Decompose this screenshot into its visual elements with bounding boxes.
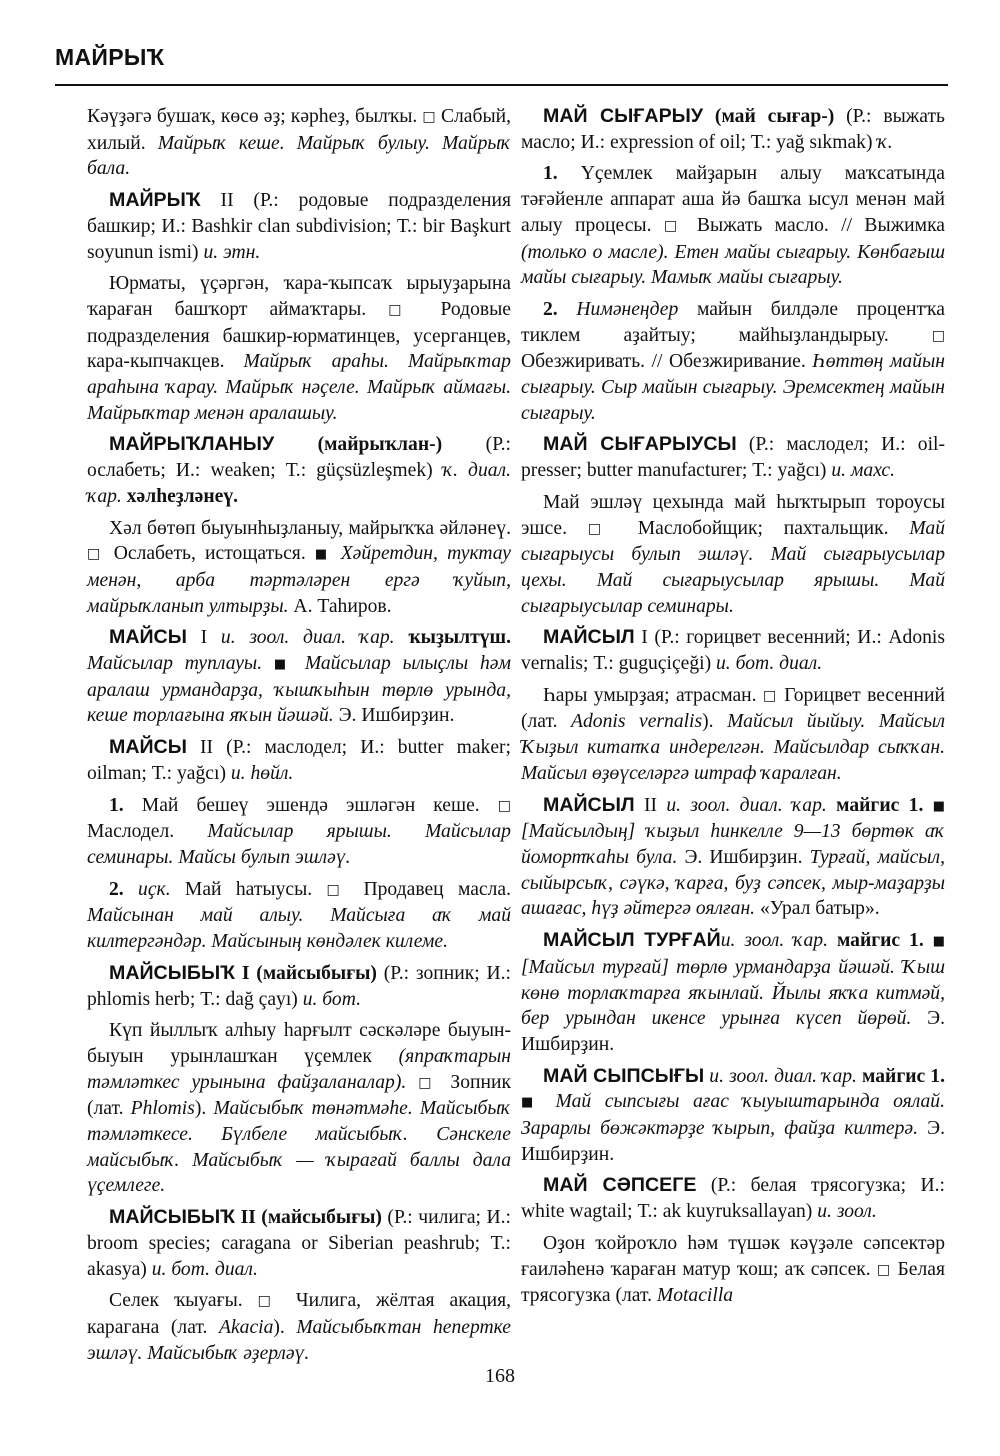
entry-maysy-2: МАЙСЫ II (Р.: маслодел; И.: butter maker; oilman; Т.: yağcı) и. һөйл. [87,736,511,784]
entry-maysyl-2: МАЙСЫЛ II и. зоол. диал. ҡар. майгис 1. ■ [Майсылдың] ҡыҙыл һинкелле 9—13 бөртөк аҡ йомортҡаһы була. Э. Ишбирҙин. Турғай, майсыл, сыйырсыҡ, сәүкә, ҡарға, буҙ сәпсек, мыр-маҙарҙы ашағас, һүҙ әйтергә оялған. «Урал батыр». [521,793,945,920]
box-marker: □ [326,881,350,898]
entry-mayryk-2: МАЙРЫҠ II (Р.: родовые подразделения башкир; И.: Bashkir clan subdivision; Т.: bir Başkurt soyunun ismi) и. этн. [87,189,511,263]
headword: МАЙСЫБЫҠ [109,961,236,984]
definition-text: Селек ҡыуағы. □ Чилига, жёлтая акация, карагана (лат. Akacia). Майсыбыҡтан һепертке эшләү. Майсыбыҡ әҙерләү. [87,1290,512,1364]
headword: МАЙСЫ [109,736,187,759]
headword: МАЙРЫҠЛАНЫУ [109,433,275,456]
entry-maysybyk-1: МАЙСЫБЫҠ I (майсыбығы) (Р.: зопник; И.: phlomis herb; Т.: dağ çayı) и. бот. [87,961,511,1010]
entry-may-sygaryusy: МАЙ СЫҒАРЫУСЫ (Р.: маслодел; И.: oil-presser; butter manufacturer; Т.: yağcı) и. махс. [521,433,945,482]
definition-text: Күп йыллыҡ алһыу һарғылт сәскәләре быуын-быуын урынлашҡан үҫемлек (япраҡтарын тәмләткес урынына файҙаланалар). □ Зопник (лат. Phlomis). Майсыбыҡ төнәтмәһе. Майсыбыҡ тәмләткесе. Бүлбеле майсыбыҡ. Сәнскеле майсыбыҡ. Майсыбыҡ — ҡырағай баллы дала үҫемлеге. [87,1020,511,1197]
entry-maysyl-turgay: МАЙСЫЛ ТУРҒАЙи. зоол. ҡар. майгис 1. ■ [Майсыл турғай] төрлө урмандарҙа йәшәй. Ҡыш көнө торлаҡтарға яҡынлай. Йылы яҡҡа китмәй, бер урындан икенсе урынға күсеп йөрөй. Э. Ишбирҙин. [521,929,946,1055]
box-marker: □ [87,546,105,563]
definition-text: Һары умырҙая; атрасман. □ Горицвет весенний (лат. Adonis vernalis). Майсыл йыйыу. Майсыл Ҡыҙыл китапҡа индерелгән. Майсылдар сыҡҡан. Майсыл өҙөүселәргә штраф ҡаралған. [521,684,945,784]
box-marker: □ [422,109,436,125]
entry-maysyl-1: МАЙСЫЛ I (Р.: горицвет весенний; И.: Adonis vernalis; Т.: guguçiçeği) и. бот. диал. [521,626,945,675]
entry-may-sygaryu: МАЙ СЫҒАРЫУ (май сығар-) (Р.: выжать масло; И.: expression of oil; Т.: yağ sıkmak) ҡ. [521,105,945,153]
headword: МАЙ СЫҒАРЫУ [543,105,704,127]
square-marker: ■ [521,1095,542,1111]
headword: МАЙ СӘПСЕГЕ [543,1174,697,1197]
headword: МАЙСЫ [109,626,187,649]
entry-may-sypsygy: МАЙ СЫПСЫҒЫ и. зоол. диал. ҡар. майгис 1. ■ Май сыпсығы ағас ҡыуыштарында оялай. Зарарлы бөжәктәрҙе ҡырып, файҙа килтерә. Э. Ишбирҙин. [521,1064,946,1165]
running-head: МАЙРЫҠ [55,44,165,70]
headword: МАЙ СЫҒАРЫУСЫ [543,433,737,456]
square-marker: ■ [932,934,945,950]
headword: МАЙСЫЛ ТУРҒАЙ [543,929,721,952]
entry-maysybyk-2: МАЙСЫБЫҠ II (майсыбығы) (Р.: чилига; И.: broom species; caragana or Siberian peashrub; Т.: akasya) и. бот. диал. [87,1206,511,1280]
box-marker: □ [931,327,945,344]
entry-continuation: Кәүҙәгә бушаҡ, көсө әҙ; кәрһеҙ, былҡы. □ Слабый, хилый. Майрыҡ кеше. Майрыҡ булыу. Майрыҡ бала. [87,106,512,180]
box-marker: □ [876,1261,892,1278]
definition-text: Оҙон ҡойроҡло һәм түшәк кәүҙәле сәпсектәр ғаиләһенә ҡараған матур ҡош; аҡ сәпсек. □ Белая трясогузка (лат. Motacilla [521,1232,945,1307]
box-marker: □ [663,217,685,234]
sense-2: 2. Нимәнеңдер майын билдәле процентҡа тиклем аҙайтыу; майһыҙландырыу. □ Обезжиривать. // Обезжиривание. Һөттөң майын сығарыу. Сыр майын сығарыу. Эремсектең майын сығарыу. [521,298,945,424]
definition-text: Май эшләү цехында май һыҡтырып тороусы эшсе. □ Маслобойщик; пахтальщик. Май сығарыусы булып эшләү. Май сығарыусылар цехы. Май сығарыусылар ярышы. Май сығарыусылар семинары. [521,491,945,617]
headword: МАЙСЫЛ [543,626,635,649]
headword: МАЙ СЫПСЫҒЫ [543,1064,705,1087]
left-column [87,104,511,1372]
sense-2: 2. иҫк. Май һатыусы. □ Продавец масла. Майсынан май алыу. Майсыға аҡ май килтергәндәр. Майсының көндәлек килеме. [87,878,511,953]
headword: МАЙРЫҠ [109,189,201,212]
box-marker: □ [497,797,511,814]
sense-1: 1. Май бешеү эшендә эшләгән кеше. □ Маслодел. Майсылар ярышы. Майсылар семинары. Майсы булып эшләү. [87,794,511,868]
square-marker: ■ [932,798,945,814]
box-marker: □ [762,687,778,704]
box-marker: □ [257,1293,281,1310]
definition-text: Юрматы, үҫәргән, ҡара-ҡыпсаҡ ырыуҙарына ҡараған башҡорт аймаҡтары. □ Родовые подразделения башкир-юрматинцев, усерганцев, кара-кыпчакцев. Майрыҡ араһы. Майрыҡтар араһына ҡарау. Майрыҡ нәҫеле. Майрыҡ аймағы. Майрыҡтар менән аралашыу. [87,273,511,424]
header-rule [55,84,948,86]
headword: МАЙСЫБЫҠ [109,1206,236,1229]
square-marker: ■ [273,657,294,673]
page-number: 168 [485,1365,515,1387]
box-marker: □ [418,1074,439,1091]
sense-1: 1. Үҫемлек майҙарын алыу маҡсатында тәғәйенле аппарат аша йә башҡа ысул менән май алыу процесы. □ Выжать масло. // Выжимка (только о масле). Етен майы сығарыу. Көнбағыш майы сығарыу. Мамыҡ майы сығарыу. [521,163,945,289]
entry-may-sapsege: МАЙ СӘПСЕГЕ (Р.: белая трясогузка; И.: white wagtail; Т.: ak kuyruksallayan) и. зоол. [521,1174,945,1223]
entry-maysy-1: МАЙСЫ I и. зоол. диал. ҡар. ҡыҙылтүш. Майсылар туплауы. ■ Майсылар ылыҫлы һәм аралаш урмандарҙа, ҡышҡыһын төрлө урында, кеше торлағына яҡын йәшәй. Э. Ишбирҙин. [87,626,512,727]
box-marker: □ [388,301,419,318]
headword: МАЙСЫЛ [543,793,635,816]
square-marker: ■ [314,547,332,563]
box-marker: □ [587,520,617,537]
definition-text: Хәл бөтөп быуынһыҙланыу, майрыҡҡа әйләнеү. □ Ослабеть, истощаться. ■ Хәйретдин, туктау менән, арба тәртәләрен ергә ҡуйып, майрыҡланып ултырҙы. А. Таһиров. [87,517,511,617]
entry-mayryklanyu: МАЙРЫҠЛАНЫУ (майрыҡлан-) (Р.: ослабеть; И.: weaken; Т.: güçsüzleşmek) ҡ. диал. ҡар. хәлһеҙләнеү. [87,433,512,507]
right-column [521,104,945,1315]
